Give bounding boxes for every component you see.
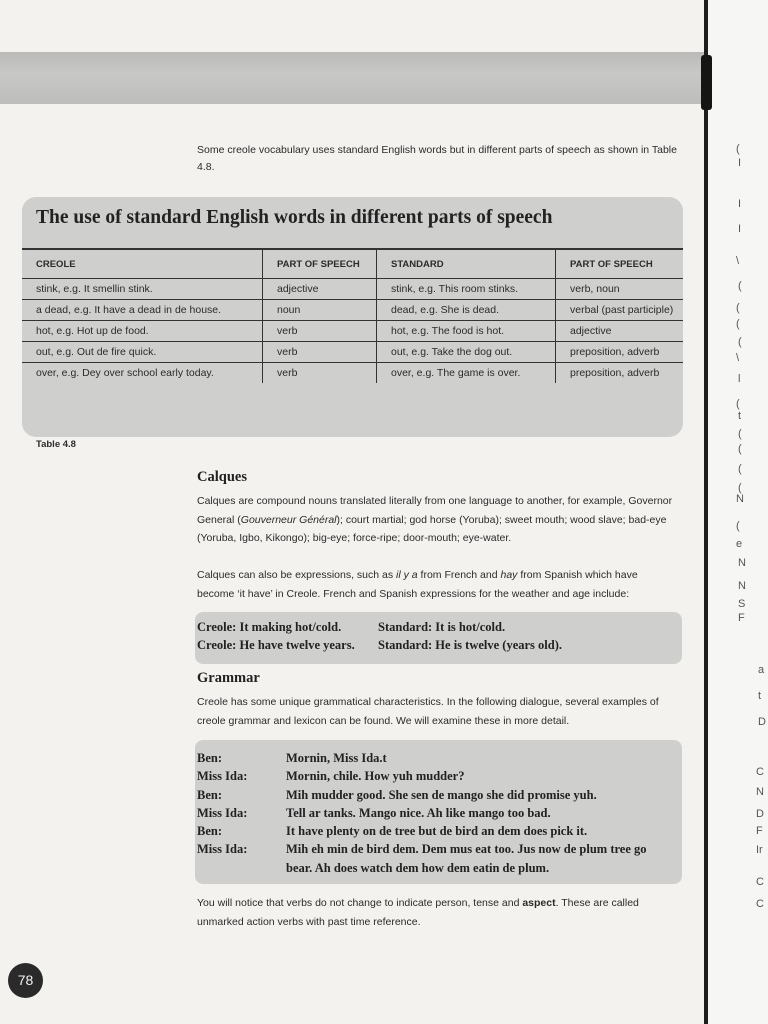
speaker: Miss Ida: xyxy=(197,842,248,857)
dialogue-text: Mornin, Miss Ida.t xyxy=(286,751,387,765)
calques-italic: Gouverneur Général xyxy=(240,513,337,526)
column-header: PART OF SPEECH xyxy=(263,249,377,279)
dialogue-text: It have plenty on de tree but de bird an dem does pick it. xyxy=(286,824,588,839)
closing-text: . These are called unmarked action verbs with past time reference. xyxy=(197,897,639,928)
dialogue-line xyxy=(197,822,674,840)
dialogue-line xyxy=(197,767,674,785)
adjacent-page-fragment: ( xyxy=(738,336,742,348)
adjacent-page-fragment: ( xyxy=(738,443,742,455)
calques-paragraph-1 xyxy=(197,492,677,548)
dialogue xyxy=(197,749,674,877)
dialogue-line xyxy=(197,786,674,804)
table-cell: verb xyxy=(263,363,377,384)
standard-example: Standard: He is twelve (years old). xyxy=(378,638,563,652)
table-cell: hot, e.g. Hot up de food. xyxy=(22,321,263,342)
adjacent-page-fragment: I xyxy=(738,223,742,235)
table-row xyxy=(22,342,683,363)
column-header: CREOLE xyxy=(22,249,263,279)
intro-paragraph: Some creole vocabulary uses standard English words but in different parts of speech as shown in Table 4.8. xyxy=(197,144,677,173)
table-title: The use of standard English words in different parts of speech xyxy=(36,207,553,228)
table-cell: over, e.g. The game is over. xyxy=(377,363,556,384)
table-cell: stink, e.g. This room stinks. xyxy=(377,279,556,300)
closing-text: You will notice that verbs do not change to indicate person, tense and xyxy=(197,897,523,909)
grammar-paragraph: Creole has some unique grammatical characteristics. In the following dialogue, several examples of creole grammar and lexicon can be found. We will examine these in more detail. xyxy=(197,696,659,727)
adjacent-page-fragment: N xyxy=(756,786,764,798)
table-cell: stink, e.g. It smellin stink. xyxy=(22,279,263,300)
adjacent-page-fragment: ( xyxy=(738,280,742,292)
adjacent-page-fragment: \ xyxy=(736,352,740,364)
adjacent-page-fragment: C xyxy=(756,876,764,888)
adjacent-page-fragment: D xyxy=(756,808,764,820)
speaker: Miss Ida: xyxy=(197,805,248,820)
table-cell: dead, e.g. She is dead. xyxy=(377,300,556,321)
dialogue-line xyxy=(197,804,674,822)
dialogue-line xyxy=(197,749,674,767)
calques-italic: il y a xyxy=(396,569,418,581)
standard-example: Standard: It is hot/cold. xyxy=(378,620,506,634)
calques-text: Calques are compound nouns translated literally from one language to another, for example, Governor General ( xyxy=(197,495,673,526)
calques-text: from Spanish which have become ‘it have’ in Creole. French and Spanish expressions for the weather and age include: xyxy=(197,569,638,600)
calques-text: Calques can also be expressions, such as xyxy=(197,569,397,581)
table-cell: verb, noun xyxy=(556,279,684,300)
adjacent-page-fragment: F xyxy=(756,825,763,837)
page-header-band xyxy=(0,52,768,104)
table-row xyxy=(22,279,683,300)
table-cell: a dead, e.g. It have a dead in de house. xyxy=(22,300,263,321)
adjacent-page-fragment: ( xyxy=(736,520,740,532)
dialogue-text: Tell ar tanks. Mango nice. Ah like mango too bad. xyxy=(286,805,551,820)
adjacent-page-fragment: C xyxy=(756,898,764,910)
table-cell: verb xyxy=(263,321,377,342)
table-cell: preposition, adverb xyxy=(556,342,684,363)
closing-paragraph xyxy=(197,894,677,931)
adjacent-page-fragment: ( xyxy=(736,398,740,410)
parts-of-speech-table xyxy=(22,248,683,383)
adjacent-page-fragment: ( xyxy=(736,302,740,314)
adjacent-page-fragment: N xyxy=(738,580,746,592)
adjacent-page-fragment: ( xyxy=(738,482,742,494)
adjacent-page-fragment: t xyxy=(758,690,762,702)
speaker: Ben: xyxy=(197,824,222,839)
table-cell: adjective xyxy=(263,279,377,300)
table-cell: over, e.g. Dey over school early today. xyxy=(22,363,263,384)
table-cell: verbal (past participle) xyxy=(556,300,684,321)
table-cell: verb xyxy=(263,342,377,363)
dialogue-text: Mih eh min de bird dem. Dem mus eat too. Jus now de plum tree go bear. Ah does watch dem how dem eatin de plum. xyxy=(286,842,647,875)
page-number: 78 xyxy=(8,963,43,998)
adjacent-page-fragment: D xyxy=(758,716,766,728)
dialogue-text: Mih mudder good. She sen de mango she did promise yuh. xyxy=(286,787,597,802)
table-cell: out, e.g. Out de fire quick. xyxy=(22,342,263,363)
table-cell: preposition, adverb xyxy=(570,367,660,379)
adjacent-page-fragment: ( xyxy=(738,463,742,475)
adjacent-page-fragment: N xyxy=(736,493,744,505)
adjacent-page-fragment: e xyxy=(736,538,743,550)
dialogue-text: Mornin, chile. How yuh mudder? xyxy=(286,769,465,784)
adjacent-page-fragment: ( xyxy=(736,318,740,330)
adjacent-page-fragment: a xyxy=(758,664,765,676)
creole-example: Creole: It making hot/cold. xyxy=(197,620,342,634)
dialogue-line xyxy=(197,840,674,877)
book-spine xyxy=(704,0,708,1024)
adjacent-page-fragment: I xyxy=(738,157,742,169)
calques-heading: Calques xyxy=(197,469,247,485)
table-caption: Table 4.8 xyxy=(36,439,76,450)
calques-paragraph-2 xyxy=(197,566,677,603)
adjacent-page-fragment: N xyxy=(738,557,746,569)
calques-example-box xyxy=(195,612,682,664)
table-header-row xyxy=(22,249,683,279)
creole-example: Creole: He have twelve years. xyxy=(197,638,355,652)
adjacent-page-fragment: C xyxy=(756,766,764,778)
adjacent-page-fragment: ( xyxy=(736,143,740,155)
calques-text: from French and xyxy=(417,569,501,581)
adjacent-page-fragment: S xyxy=(738,598,746,610)
calques-italic: hay xyxy=(500,569,518,581)
adjacent-page-fragment: \ xyxy=(736,255,740,267)
adjacent-page-fragment: F xyxy=(738,612,745,624)
speaker: Ben: xyxy=(197,751,222,765)
closing-bold: aspect xyxy=(522,897,556,909)
table-cell: adjective xyxy=(556,321,684,342)
speaker: Ben: xyxy=(197,787,222,802)
column-header: STANDARD xyxy=(377,249,556,279)
adjacent-page xyxy=(708,0,768,1024)
adjacent-page-fragment: I xyxy=(738,198,742,210)
adjacent-page-fragment: t xyxy=(738,410,742,422)
table-row xyxy=(22,300,683,321)
table-row xyxy=(22,321,683,342)
table-row xyxy=(22,363,683,384)
grammar-heading: Grammar xyxy=(197,670,260,686)
table-cell: noun xyxy=(263,300,377,321)
table-cell: hot, e.g. The food is hot. xyxy=(377,321,556,342)
adjacent-page-fragment: l xyxy=(738,373,741,385)
column-header: PART OF SPEECH xyxy=(556,249,684,279)
calques-text: ); court martial; god horse (Yoruba); sweet mouth; wood slave; bad-eye (Yoruba, Igbo, Kikongo); big-eye; force-ripe; door-mouth; eye-water. xyxy=(197,513,667,544)
spine-shadow xyxy=(701,55,712,110)
adjacent-page-fragment: Ir xyxy=(756,844,763,856)
speaker: Miss Ida: xyxy=(197,769,248,784)
table-cell: out, e.g. Take the dog out. xyxy=(377,342,556,363)
adjacent-page-fragment: ( xyxy=(738,428,742,440)
